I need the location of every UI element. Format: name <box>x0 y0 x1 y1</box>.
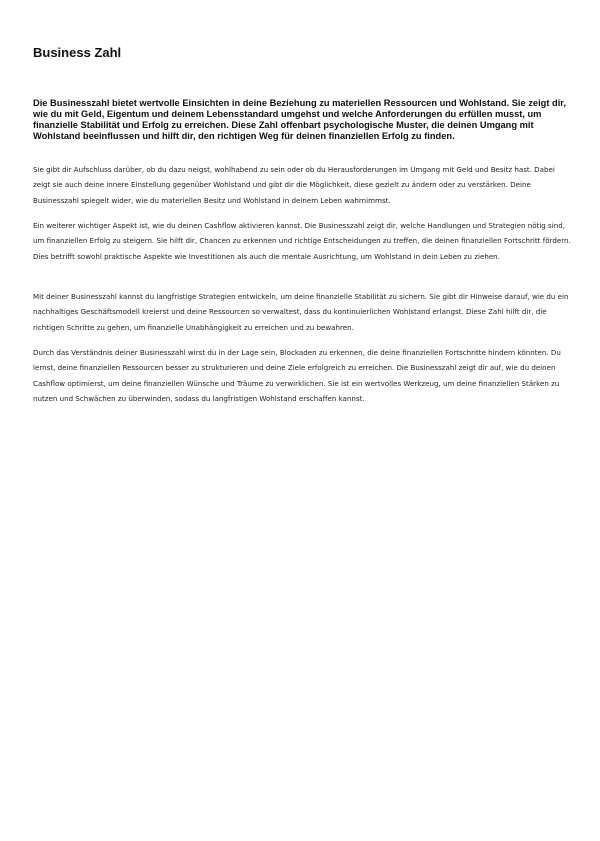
body-paragraph: Mit deiner Businesszahl kannst du langfristige Strategien entwickeln, um deine finanzielle Stabilität zu sichern. Sie gibt dir Hinweise darauf, wie du ein nachhaltiges Geschäftsmodell kreierst und deine Ressourcen so verwaltest, dass du kontinuierlichen Wohlstand erlangst. Diese Zahl hilft dir, die richtigen Schritte zu gehen, um finanzielle Unabhängigkeit zu erreichen und zu bewahren. <box>33 292 569 332</box>
body-paragraph: Sie gibt dir Aufschluss darüber, ob du dazu neigst, wohlhabend zu sein oder ob du Herausforderungen im Umgang mit Geld und Besitz hast. Dabei zeigt sie auch deine innere Einstellung gegenüber Wohlstand und gibt dir die Möglichkeit, diese gezielt zu ändern oder zu verstärken. Deine Businesszahl spiegelt wider, wie du materiellen Besitz und Wohlstand in deinem Leben wahrnimmst. <box>33 165 555 205</box>
body-paragraph: Durch das Verständnis deiner Businesszahl wirst du in der Lage sein, Blockaden zu erkennen, die deine finanziellen Fortschritte hindern könnten. Du lernst, deine finanziellen Ressourcen besser zu strukturieren und deine Ziele erfolgreich zu erreichen. Die Businesszahl zeigt dir auf, wie du deinen Cashflow optimierst, um deine finanziellen Wünsche und Träume zu verwirklichen. Sie ist ein wertvolles Werkzeug, um deine finanziellen Stärken zu nutzen und Schwächen zu überwinden, sodass du langfristigen Wohlstand erschaffen kannst. <box>33 348 561 403</box>
intro-paragraph: Die Businesszahl bietet wertvolle Einsichten in deine Beziehung zu materiellen Ressourcen und Wohlstand. Sie zeigt dir, wie du mit Geld, Eigentum und deinem Lebensstandard umgehst und welche Anforderungen du erfüllen musst, um finanzielle Stabilität und Erfolg zu erreichen. Diese Zahl offenbart psychologische Muster, die deinen Umgang mit Wohlstand beeinflussen und hilft dir, den richtigen Weg für deinen finanziellen Erfolg zu finden. <box>33 98 566 141</box>
body-paragraph: Ein weiterer wichtiger Aspekt ist, wie du deinen Cashflow aktivieren kannst. Die Businesszahl zeigt dir, welche Handlungen und Strategien nötig sind, um finanziellen Erfolg zu steigern. Sie hilft dir, Chancen zu erkennen und richtige Entscheidungen zu treffen, die deinen finanziellen Fortschritt fördern. Dies betrifft sowohl praktische Aspekte wie Investitionen als auch die mentale Ausrichtung, um Wohlstand in dein Leben zu ziehen. <box>33 221 571 261</box>
page-title: Business Zahl <box>33 45 122 60</box>
